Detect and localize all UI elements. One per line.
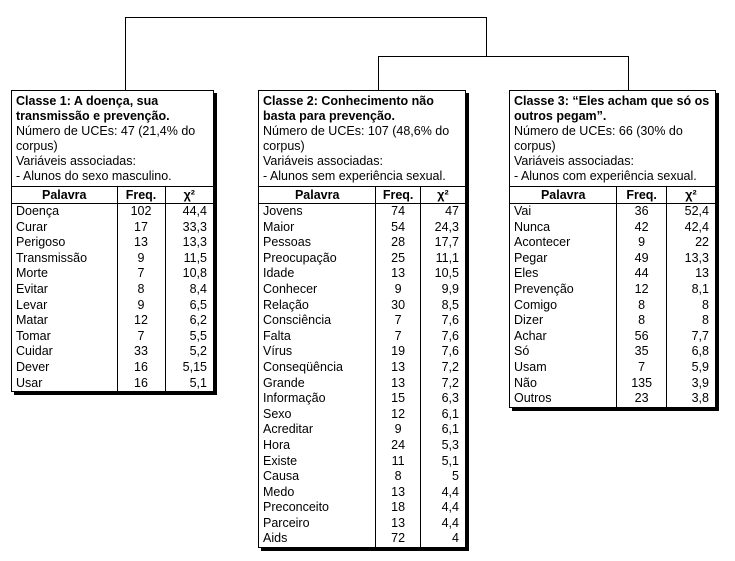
class-2-box (258, 90, 466, 548)
table-row (12, 360, 213, 376)
frequency-cell: 28 (376, 235, 420, 251)
chi2-cell: 4 (452, 531, 459, 546)
chi2-cell: 5,2 (189, 344, 207, 359)
chi2-cell: 17,7 (434, 235, 459, 250)
variables-value: - Alunos sem experiência sexual. (263, 169, 446, 183)
table-row (510, 376, 715, 392)
table-row (259, 391, 465, 407)
word-table (12, 186, 213, 391)
class-header (259, 91, 465, 186)
word-cell: Transmissão (12, 251, 117, 267)
frequency-cell: 7 (376, 313, 420, 329)
frequency-cell: 30 (376, 298, 420, 314)
class-title: Classe 3: “Eles acham que só os outros pegam”. (514, 94, 710, 123)
table-row (12, 376, 213, 392)
word-cell: Acreditar (259, 422, 376, 438)
table-row (259, 422, 465, 438)
table-row (510, 329, 715, 345)
word-table (259, 186, 465, 547)
word-cell: Matar (12, 313, 117, 329)
word-cell: Pessoas (259, 235, 376, 251)
chi2-cell: 47 (445, 204, 459, 218)
frequency-cell: 8 (617, 298, 666, 314)
variables-label: Variáveis associadas: (263, 154, 383, 168)
frequency-cell: 17 (117, 220, 165, 236)
table-row (12, 313, 213, 329)
dendrogram-line (486, 17, 487, 57)
word-table (510, 186, 715, 407)
frequency-cell: 8 (376, 469, 420, 485)
chi2-cell: 6,1 (441, 406, 459, 421)
chi2-cell: 6,2 (189, 313, 207, 328)
word-cell: Nunca (510, 220, 617, 236)
frequency-cell: 12 (376, 407, 420, 423)
word-cell: Preconceito (259, 500, 376, 516)
chi2-cell: 11,1 (435, 250, 459, 265)
table-row (12, 251, 213, 267)
chi2-cell: 5,1 (189, 375, 207, 390)
frequency-cell: 49 (617, 251, 666, 267)
frequency-cell: 74 (376, 204, 420, 220)
table-row (510, 344, 715, 360)
frequency-cell: 9 (376, 282, 420, 298)
frequency-cell: 102 (117, 204, 165, 220)
frequency-cell: 13 (376, 485, 420, 501)
chi2-cell: 7,7 (691, 328, 709, 343)
table-row (12, 344, 213, 360)
column-header-freq: Freq. (617, 187, 666, 204)
frequency-cell: 36 (617, 204, 666, 220)
word-cell: Conhecer (259, 282, 376, 298)
word-cell: Maior (259, 220, 376, 236)
frequency-cell: 135 (617, 376, 666, 392)
table-row (259, 220, 465, 236)
word-cell: Evitar (12, 282, 117, 298)
word-cell: Aids (259, 531, 376, 547)
word-cell: Cuidar (12, 344, 117, 360)
table-row (510, 204, 715, 220)
column-header-palavra: Palavra (510, 187, 617, 204)
word-cell: Preocupação (259, 251, 376, 267)
dendrogram-line (628, 56, 629, 90)
word-cell: Outros (510, 391, 617, 407)
word-cell: Não (510, 376, 617, 392)
dendrogram-line (125, 17, 126, 90)
word-cell: Conseqüência (259, 360, 376, 376)
class-3-box (509, 90, 716, 408)
class-header (12, 91, 213, 186)
table-row (12, 204, 213, 220)
chi2-cell: 7,6 (441, 313, 459, 328)
table-row (12, 266, 213, 282)
table-row (259, 235, 465, 251)
word-cell: Informação (259, 391, 376, 407)
table-row (510, 298, 715, 314)
table-row (259, 298, 465, 314)
word-cell: Prevenção (510, 282, 617, 298)
table-row (259, 485, 465, 501)
class-1-box (11, 90, 214, 392)
variables-value: - Alunos com experiência sexual. (514, 169, 697, 183)
table-row (259, 251, 465, 267)
frequency-cell: 12 (117, 313, 165, 329)
chi2-cell: 6,5 (189, 297, 207, 312)
word-cell: Consciência (259, 313, 376, 329)
table-row (510, 220, 715, 236)
chi2-cell: 10,5 (434, 266, 459, 281)
word-cell: Vírus (259, 344, 376, 360)
frequency-cell: 72 (376, 531, 420, 547)
frequency-cell: 16 (117, 360, 165, 376)
word-cell: Eles (510, 266, 617, 282)
chi2-cell: 13,3 (684, 250, 709, 265)
class-header (510, 91, 715, 186)
word-cell: Hora (259, 438, 376, 454)
chi2-cell: 52,4 (684, 204, 709, 218)
chi2-cell: 13,3 (182, 235, 207, 250)
chi2-cell: 8,1 (691, 281, 709, 296)
word-cell: Existe (259, 454, 376, 470)
table-row (259, 282, 465, 298)
column-header-palavra: Palavra (12, 187, 117, 204)
column-header-chi2: χ² (420, 187, 465, 204)
table-row (259, 360, 465, 376)
table-row (259, 438, 465, 454)
chi2-cell: 5,9 (691, 359, 709, 374)
column-header-freq: Freq. (117, 187, 165, 204)
frequency-cell: 24 (376, 438, 420, 454)
table-row (510, 251, 715, 267)
table-row (259, 500, 465, 516)
word-cell: Jovens (259, 204, 376, 220)
frequency-cell: 7 (376, 329, 420, 345)
frequency-cell: 13 (376, 516, 420, 532)
word-cell: Levar (12, 298, 117, 314)
chi2-cell: 7,6 (441, 328, 459, 343)
frequency-cell: 25 (376, 251, 420, 267)
table-row (259, 376, 465, 392)
frequency-cell: 33 (117, 344, 165, 360)
column-header-palavra: Palavra (259, 187, 376, 204)
word-cell: Usar (12, 376, 117, 392)
word-cell: Tomar (12, 329, 117, 345)
word-cell: Dever (12, 360, 117, 376)
column-header-chi2: χ² (165, 187, 213, 204)
chi2-cell: 6,3 (441, 391, 459, 406)
frequency-cell: 12 (617, 282, 666, 298)
table-row (510, 266, 715, 282)
frequency-cell: 13 (376, 360, 420, 376)
column-header-freq: Freq. (376, 187, 420, 204)
table-row (259, 313, 465, 329)
uce-count: Número de UCEs: 47 (21,4% do corpus) (16, 124, 196, 153)
word-cell: Grande (259, 376, 376, 392)
table-row (510, 235, 715, 251)
class-title: Classe 1: A doença, sua transmissão e prevenção. (16, 94, 170, 123)
table-row (12, 220, 213, 236)
table-row (12, 329, 213, 345)
word-cell: Parceiro (259, 516, 376, 532)
word-cell: Usam (510, 360, 617, 376)
dendrogram-line (378, 56, 379, 90)
table-row (259, 266, 465, 282)
word-cell: Perigoso (12, 235, 117, 251)
variables-label: Variáveis associadas: (16, 154, 136, 168)
word-cell: Falta (259, 329, 376, 345)
chi2-cell: 9,9 (441, 281, 459, 296)
word-cell: Comigo (510, 298, 617, 314)
variables-label: Variáveis associadas: (514, 154, 634, 168)
table-row (259, 204, 465, 220)
chi2-cell: 4,4 (441, 515, 459, 530)
word-cell: Achar (510, 329, 617, 345)
chi2-cell: 5,5 (189, 328, 207, 343)
frequency-cell: 23 (617, 391, 666, 407)
frequency-cell: 42 (617, 220, 666, 236)
frequency-cell: 18 (376, 500, 420, 516)
word-cell: Dizer (510, 313, 617, 329)
word-cell: Só (510, 344, 617, 360)
table-row (12, 282, 213, 298)
chi2-cell: 11,5 (183, 250, 207, 265)
chi2-cell: 24,3 (434, 219, 459, 234)
chi2-cell: 42,4 (684, 219, 709, 234)
frequency-cell: 7 (117, 266, 165, 282)
word-cell: Causa (259, 469, 376, 485)
chi2-cell: 3,8 (691, 391, 709, 406)
chi2-cell: 6,1 (441, 422, 459, 437)
frequency-cell: 9 (376, 422, 420, 438)
uce-count: Número de UCEs: 66 (30% do corpus) (514, 124, 683, 153)
chi2-cell: 5,15 (182, 359, 207, 374)
table-row (510, 391, 715, 407)
table-row (510, 313, 715, 329)
dendrogram-line (378, 56, 629, 57)
chi2-cell: 8 (702, 297, 709, 312)
frequency-cell: 56 (617, 329, 666, 345)
chi2-cell: 6,8 (691, 344, 709, 359)
frequency-cell: 9 (117, 251, 165, 267)
table-row (259, 329, 465, 345)
chi2-cell: 8,5 (441, 297, 459, 312)
dendrogram-line (125, 17, 487, 18)
table-row (259, 531, 465, 547)
chi2-cell: 5 (452, 469, 459, 484)
table-row (12, 235, 213, 251)
table-row (510, 360, 715, 376)
table-row (12, 298, 213, 314)
frequency-cell: 16 (117, 376, 165, 392)
chi2-cell: 7,6 (441, 344, 459, 359)
chi2-cell: 5,3 (441, 437, 459, 452)
frequency-cell: 44 (617, 266, 666, 282)
frequency-cell: 13 (376, 376, 420, 392)
frequency-cell: 9 (617, 235, 666, 251)
table-row (510, 282, 715, 298)
frequency-cell: 35 (617, 344, 666, 360)
frequency-cell: 11 (376, 454, 420, 470)
word-cell: Sexo (259, 407, 376, 423)
word-cell: Doença (12, 204, 117, 220)
table-row (259, 516, 465, 532)
word-cell: Acontecer (510, 235, 617, 251)
chi2-cell: 4,4 (441, 500, 459, 515)
chi2-cell: 13 (695, 266, 709, 281)
frequency-cell: 19 (376, 344, 420, 360)
column-header-chi2: χ² (666, 187, 715, 204)
frequency-cell: 7 (617, 360, 666, 376)
word-cell: Medo (259, 485, 376, 501)
chi2-cell: 22 (695, 235, 709, 250)
frequency-cell: 8 (117, 282, 165, 298)
chi2-cell: 8 (702, 313, 709, 328)
chi2-cell: 44,4 (182, 204, 207, 218)
word-cell: Morte (12, 266, 117, 282)
word-cell: Idade (259, 266, 376, 282)
chi2-cell: 10,8 (182, 266, 207, 281)
chi2-cell: 3,9 (691, 375, 709, 390)
variables-value: - Alunos do sexo masculino. (16, 169, 172, 183)
chi2-cell: 8,4 (189, 281, 207, 296)
table-row (259, 407, 465, 423)
frequency-cell: 54 (376, 220, 420, 236)
chi2-cell: 7,2 (441, 359, 459, 374)
uce-count: Número de UCEs: 107 (48,6% do corpus) (263, 124, 450, 153)
word-cell: Curar (12, 220, 117, 236)
word-cell: Relação (259, 298, 376, 314)
frequency-cell: 9 (117, 298, 165, 314)
word-cell: Pegar (510, 251, 617, 267)
frequency-cell: 8 (617, 313, 666, 329)
word-cell: Vai (510, 204, 617, 220)
frequency-cell: 13 (117, 235, 165, 251)
chi2-cell: 7,2 (441, 375, 459, 390)
table-row (259, 469, 465, 485)
chi2-cell: 5,1 (441, 453, 459, 468)
class-title: Classe 2: Conhecimento não basta para prevenção. (263, 94, 434, 123)
frequency-cell: 13 (376, 266, 420, 282)
chi2-cell: 4,4 (441, 484, 459, 499)
frequency-cell: 7 (117, 329, 165, 345)
frequency-cell: 15 (376, 391, 420, 407)
table-row (259, 344, 465, 360)
chi2-cell: 33,3 (182, 219, 207, 234)
table-row (259, 454, 465, 470)
